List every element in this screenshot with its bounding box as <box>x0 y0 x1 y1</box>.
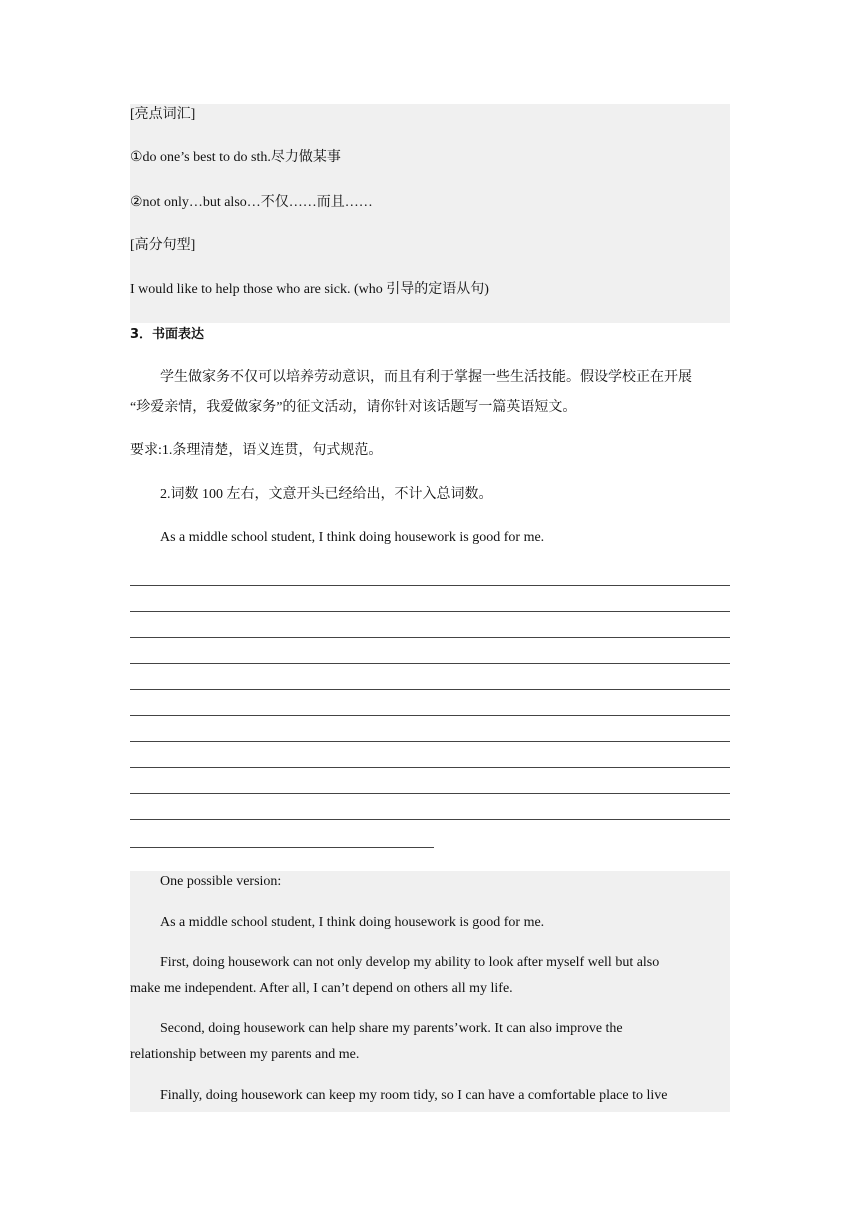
answer-line[interactable] <box>130 819 730 820</box>
sample-heading: One possible version: <box>160 874 282 889</box>
vocab-heading: [亮点词汇] <box>130 107 196 122</box>
sample-paragraph-2-line-1: First, doing housework can not only develop my ability to look after myself well but also <box>160 955 660 970</box>
task-title: 3．书面表达 <box>130 327 205 342</box>
vocab-item-1: ①do one’s best to do sth.尽力做某事 <box>130 150 341 165</box>
sentence-item-1: I would like to help those who are sick. (who 引导的定语从句) <box>130 282 489 297</box>
sample-paragraph-3-line-2: relationship between my parents and me. <box>130 1047 360 1062</box>
requirement-2: 2.词数 100 左右，文意开头已经给出，不计入总词数。 <box>160 487 493 502</box>
sample-paragraph-1: As a middle school student, I think doing housework is good for me. <box>160 915 545 930</box>
answer-line-short[interactable] <box>130 847 434 848</box>
sample-paragraph-3-line-1: Second, doing housework can help share my parents’work. It can also improve the <box>160 1021 623 1036</box>
task-prompt-line-2: “珍爱亲情，我爱做家务”的征文活动，请你针对该话题写一篇英语短文。 <box>130 400 577 415</box>
highlight-box <box>130 104 730 323</box>
sample-answer-box <box>130 871 730 1112</box>
answer-line[interactable] <box>130 611 730 612</box>
answer-line[interactable] <box>130 715 730 716</box>
answer-line[interactable] <box>130 741 730 742</box>
answer-line[interactable] <box>130 637 730 638</box>
answer-line[interactable] <box>130 793 730 794</box>
sentence-heading: [高分句型] <box>130 238 196 253</box>
answer-line[interactable] <box>130 663 730 664</box>
sample-paragraph-4-line-1: Finally, doing housework can keep my room tidy, so I can have a comfortable place to live <box>160 1088 668 1103</box>
task-prompt-line-1: 学生做家务不仅可以培养劳动意识，而且有利于掌握一些生活技能。假设学校正在开展 <box>160 370 692 385</box>
answer-line[interactable] <box>130 585 730 586</box>
requirement-1: 要求:1.条理清楚，语义连贯，句式规范。 <box>130 443 383 458</box>
answer-line[interactable] <box>130 689 730 690</box>
answer-line[interactable] <box>130 767 730 768</box>
sample-paragraph-2-line-2: make me independent. After all, I can’t depend on others all my life. <box>130 981 513 996</box>
essay-opening: As a middle school student, I think doing housework is good for me. <box>160 530 545 545</box>
vocab-item-2: ②not only…but also…不仅……而且…… <box>130 195 373 210</box>
